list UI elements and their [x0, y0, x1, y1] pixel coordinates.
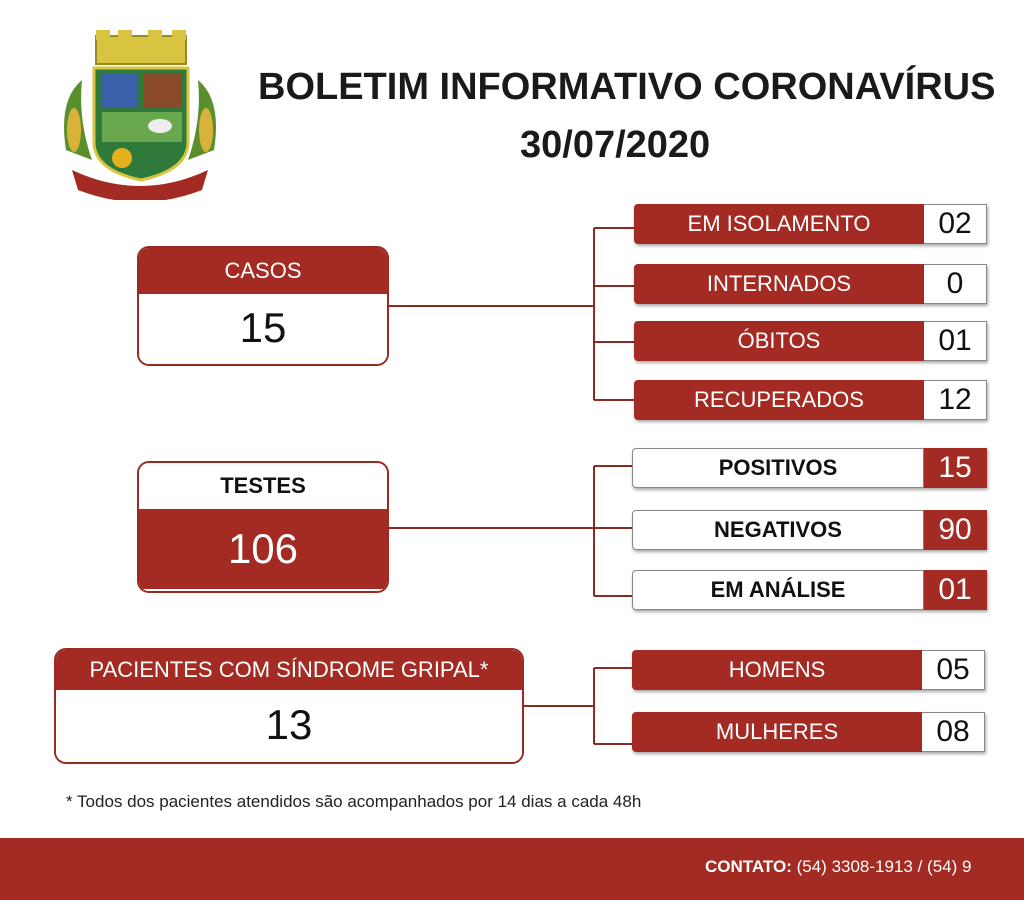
detail-value: 12 [924, 380, 987, 420]
detail-value: 90 [924, 510, 987, 550]
casos-card [137, 246, 389, 366]
sindrome-card [54, 648, 524, 764]
detail-value: 05 [922, 650, 985, 690]
detail-label: HOMENS [632, 650, 922, 690]
testes-label: TESTES [139, 463, 387, 509]
detail-label: EM ANÁLISE [632, 570, 924, 610]
casos-detail-row [634, 321, 987, 361]
footnote: * Todos dos pacientes atendidos são acompanhados por 14 dias a cada 48h [66, 792, 642, 811]
sindrome-value: 13 [56, 690, 522, 760]
casos-label: CASOS [139, 248, 387, 294]
detail-label: NEGATIVOS [632, 510, 924, 550]
detail-label: INTERNADOS [634, 264, 924, 304]
testes-detail-row [632, 510, 987, 550]
testes-detail-row [632, 448, 987, 488]
detail-value: 01 [924, 570, 987, 610]
detail-label: POSITIVOS [632, 448, 924, 488]
casos-detail-row [634, 204, 987, 244]
detail-label: MULHERES [632, 712, 922, 752]
contact-phones: (54) 3308-1913 / (54) 9 [791, 857, 972, 876]
detail-value: 0 [924, 264, 987, 304]
detail-label: RECUPERADOS [634, 380, 924, 420]
testes-card [137, 461, 389, 593]
detail-value: 02 [924, 204, 987, 244]
bulletin-date: 30/07/2020 [520, 124, 711, 166]
casos-detail-row [634, 380, 987, 420]
detail-label: ÓBITOS [634, 321, 924, 361]
testes-detail-row [632, 570, 987, 610]
detail-value: 15 [924, 448, 987, 488]
detail-label: EM ISOLAMENTO [634, 204, 924, 244]
detail-value: 01 [924, 321, 987, 361]
sindrome-detail-row [632, 712, 985, 752]
testes-value: 106 [139, 509, 387, 589]
sindrome-detail-row [632, 650, 985, 690]
detail-value: 08 [922, 712, 985, 752]
contact-info [705, 857, 971, 877]
sindrome-label: PACIENTES COM SÍNDROME GRIPAL* [56, 650, 522, 690]
casos-value: 15 [139, 294, 387, 362]
contact-label: CONTATO: [705, 857, 792, 876]
coat-of-arms-icon [52, 30, 228, 200]
page-title: BOLETIM INFORMATIVO CORONAVÍRUS [258, 66, 996, 108]
casos-detail-row [634, 264, 987, 304]
